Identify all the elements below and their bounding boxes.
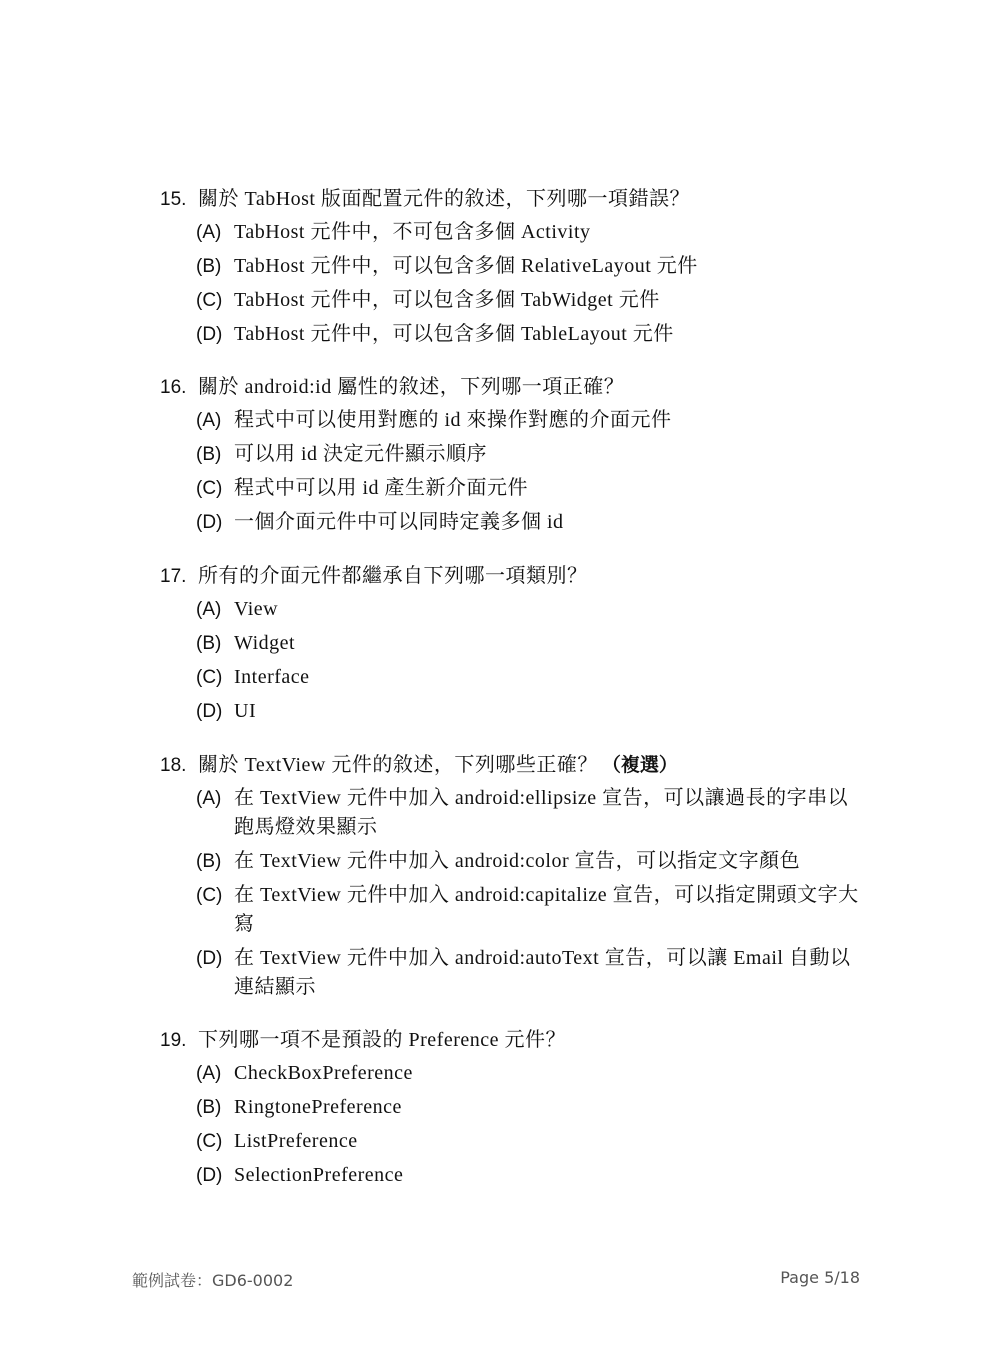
question-stem-line xyxy=(160,372,880,402)
question-17 xyxy=(160,561,880,731)
option-label: (A) xyxy=(196,1063,222,1084)
option-label: (A) xyxy=(196,788,222,809)
question-stem-line xyxy=(160,750,880,780)
option-label: (B) xyxy=(196,851,222,872)
question-stem-line xyxy=(160,184,880,214)
option-c xyxy=(160,474,880,503)
option-d xyxy=(160,1161,880,1190)
option-label: (A) xyxy=(196,599,222,620)
option-a xyxy=(160,406,880,435)
option-text: CheckBoxPreference xyxy=(234,1062,413,1084)
option-label: (D) xyxy=(196,948,223,969)
option-d xyxy=(160,508,880,537)
question-stem-line xyxy=(160,561,880,591)
option-text: SelectionPreference xyxy=(234,1164,404,1186)
option-label: (D) xyxy=(196,512,223,533)
option-d xyxy=(160,697,880,726)
option-label: (B) xyxy=(196,633,222,654)
question-text: 關於 TabHost 版面配置元件的敘述，下列哪一項錯誤？ xyxy=(198,188,690,210)
option-label: (C) xyxy=(196,885,223,906)
option-text: 程式中可以使用對應的 id 來操作對應的介面元件 xyxy=(234,409,672,431)
option-label: (A) xyxy=(196,222,222,243)
option-label: (C) xyxy=(196,1131,223,1152)
page-footer xyxy=(132,1268,860,1291)
option-a xyxy=(160,784,880,842)
option-c xyxy=(160,1127,880,1156)
option-text: 一個介面元件中可以同時定義多個 id xyxy=(234,511,564,533)
option-a xyxy=(160,595,880,624)
question-15 xyxy=(160,184,880,354)
question-16 xyxy=(160,372,880,542)
question-number: 18. xyxy=(160,755,187,776)
question-number: 19. xyxy=(160,1030,187,1051)
option-text: 程式中可以用 id 產生新介面元件 xyxy=(234,477,529,499)
option-label: (C) xyxy=(196,290,223,311)
option-text: TabHost 元件中，不可包含多個 Activity xyxy=(234,221,591,243)
question-text: 下列哪一項不是預設的 Preference 元件？ xyxy=(198,1029,566,1051)
option-label: (D) xyxy=(196,701,223,722)
question-number: 16. xyxy=(160,377,187,398)
option-text: 可以用 id 決定元件顯示順序 xyxy=(234,443,488,465)
option-b xyxy=(160,629,880,658)
option-list xyxy=(160,1059,880,1190)
option-label: (B) xyxy=(196,1097,222,1118)
option-label: (C) xyxy=(196,478,223,499)
question-19 xyxy=(160,1025,880,1195)
option-label: (D) xyxy=(196,1165,223,1186)
option-label: (C) xyxy=(196,667,223,688)
option-d xyxy=(160,320,880,349)
option-label: (B) xyxy=(196,256,222,277)
page-number: Page 5/18 xyxy=(780,1268,860,1287)
option-a xyxy=(160,1059,880,1088)
option-text: ListPreference xyxy=(234,1130,358,1152)
option-text: UI xyxy=(234,700,257,722)
option-text: 在 TextView 元件中加入 android:capitalize 宣告，可以指定開頭文字大寫 xyxy=(234,884,859,935)
option-text: RingtonePreference xyxy=(234,1096,402,1118)
question-stem-line xyxy=(160,1025,880,1055)
option-c xyxy=(160,286,880,315)
option-d xyxy=(160,944,880,1002)
option-label: (B) xyxy=(196,444,222,465)
option-b xyxy=(160,1093,880,1122)
question-text: 關於 android:id 屬性的敘述，下列哪一項正確？ xyxy=(198,376,625,398)
option-text: 在 TextView 元件中加入 android:color 宣告，可以指定文字顏色 xyxy=(234,850,801,872)
question-text: 所有的介面元件都繼承自下列哪一項類別？ xyxy=(198,565,588,587)
question-number: 17. xyxy=(160,566,187,587)
option-text: View xyxy=(234,598,279,620)
question-18 xyxy=(160,750,880,1007)
option-text: Interface xyxy=(234,666,310,688)
option-a xyxy=(160,218,880,247)
option-list xyxy=(160,406,880,537)
option-label: (D) xyxy=(196,324,223,345)
multiple-choice-tag: （複選） xyxy=(601,754,678,776)
option-c xyxy=(160,881,880,939)
exam-code: 範例試卷：GD6-0002 xyxy=(132,1271,294,1290)
option-c xyxy=(160,663,880,692)
option-text: Widget xyxy=(234,632,296,654)
option-b xyxy=(160,847,880,876)
question-number: 15. xyxy=(160,189,187,210)
option-text: TabHost 元件中，可以包含多個 TableLayout 元件 xyxy=(234,323,674,345)
option-text: 在 TextView 元件中加入 android:ellipsize 宣告，可以讓過長的字串以跑馬燈效果顯示 xyxy=(234,787,849,838)
option-b xyxy=(160,440,880,469)
option-b xyxy=(160,252,880,281)
option-text: TabHost 元件中，可以包含多個 RelativeLayout 元件 xyxy=(234,255,698,277)
option-list xyxy=(160,218,880,349)
option-list xyxy=(160,595,880,726)
option-list xyxy=(160,784,880,1002)
option-label: (A) xyxy=(196,410,222,431)
option-text: TabHost 元件中，可以包含多個 TabWidget 元件 xyxy=(234,289,660,311)
option-text: 在 TextView 元件中加入 android:autoText 宣告，可以讓 Email 自動以連結顯示 xyxy=(234,947,851,998)
question-text: 關於 TextView 元件的敘述，下列哪些正確？ xyxy=(198,754,598,776)
